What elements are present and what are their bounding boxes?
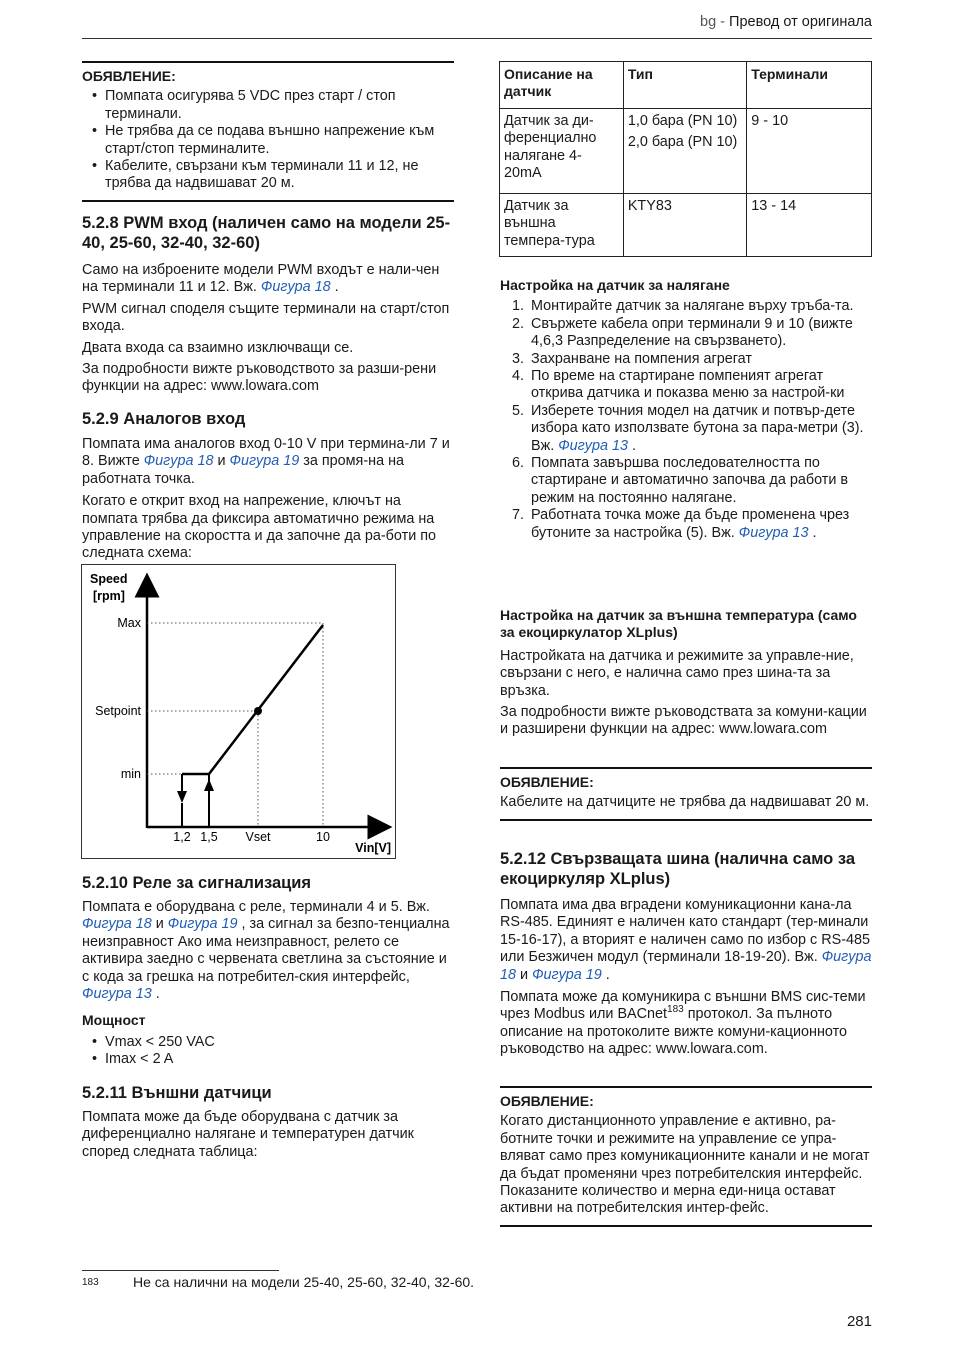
paragraph: Двата входа са взаимно изключващи се. [82,339,354,356]
table-cell: Датчик за външна темпера-тура [500,194,624,257]
x-axis-label: Vin[V] [355,841,391,855]
list-item: 5. Изберете точния модел на датчик и потвър-дете избора като използвате бутона за пара-метри (3). Вж. Фигура 13 . [512,402,864,454]
x-tick-vset: Vset [245,830,271,844]
table-row [500,109,872,194]
setpoint-marker [254,707,262,715]
paragraph: Помпата е оборудвана с реле, терминали 4 и 5. Вж. Фигура 18 и Фигура 19 , за сигнал за безпо-тенциална неизправност Ако има неизправност, релето се активира заедно с червената светлина за състояние и с кода за грешка на потребител-ския интерфейс, Фигура 13 . [82,899,450,1003]
list-item: 1. Монтирайте датчик за налягане върху тръба-та. [512,298,854,315]
notice-remote-control [500,1086,872,1227]
notice-title: ОБЯВЛЕНИЕ: [500,1093,594,1109]
column-header: Тип [623,62,746,109]
notice-text: Когато дистанционното управление е активно, ра-ботните точки и режимите на управление се упра-вляват само през комуникационните канали и не могат да бъдат променяни чрез потребителския интерфейс. Показаните количество и мерна еди-ница остават активни на потребителския интер-фейс. [500,1113,870,1217]
sensor-table-wrap [499,61,872,257]
footnote-text: Не са налични на модели 25-40, 25-60, 32-40, 32-60. [133,1274,475,1290]
pressure-sensor-setup [500,277,872,542]
notice-item: • Не трябва да се подава външно напрежение към старт/стоп терминалите. [82,123,454,158]
speed-curve [182,625,323,774]
subsection-title: Настройка на датчик за налягане [500,277,730,293]
notice-sensor-cables [500,767,872,821]
section-body-5-2-10 [82,899,454,1069]
figure-link[interactable]: Фигура 18 [260,279,331,296]
figure-link[interactable]: Фигура 18 [82,916,152,933]
header-title: Превод от оригинала [729,14,872,30]
section-heading-5-2-8: 5.2.8 PWM вход (наличен само на модели 25-40, 25-60, 32-40, 32-60) [82,214,451,252]
table-cell: 13 - 14 [747,194,872,257]
list-item: 7. Работната точка може да бъде променена чрез бутоните за настройка (5). Вж. Фигура 13 . [512,507,850,541]
list-item: 3. Захранване на помпения агрегат [512,350,752,367]
notice-item: • Кабелите, свързани към терминали 11 и 12, не трябва да надвишават 20 м. [82,158,454,193]
table-cell: 1,0 бара (PN 10) 2,0 бара (PN 10) [623,109,746,194]
footnote-rule [82,1270,279,1271]
speed-vs-voltage-svg [82,565,395,858]
notice-list [82,88,454,192]
y-tick-max: Max [117,616,141,630]
paragraph: Помпата може да комуникира с външни BMS сис-теми чрез Modbus или BACnet$^{183}$ протокол. За пълното описание на протоколите вижте комуни-кационното ръководство на адрес: www.lowara.com. [500,989,866,1058]
paragraph: Само на изброените модели PWM входът е нали-чен на терминали 11 и 12. Вж. Фигура 18 . [82,262,440,296]
section-heading-5-2-9: 5.2.9 Аналогов вход [82,410,246,428]
arrow-down [177,791,187,803]
sensor-table [499,61,872,257]
section-body-5-2-8 [82,262,454,396]
arrow-up [204,779,214,791]
table-cell: 9 - 10 [747,109,872,194]
power-list [82,1034,454,1069]
analog-input-diagram [81,564,396,859]
footnote-number: 183 [82,1277,99,1288]
figure-link[interactable]: Фигура 13 [558,437,628,454]
column-header: Терминали [747,62,872,109]
y-axis-label-2: [rpm] [93,589,125,603]
section-heading-5-2-10: 5.2.10 Реле за сигнализация [82,874,312,892]
paragraph: Настройката на датчика и режимите за управле-ние, свързани с него, е налична само през шина-та за връзка. [500,647,854,699]
running-header [700,14,872,31]
steps-list [500,298,872,542]
table-header-row [500,62,872,109]
section-body-5-2-11: Помпата може да бъде оборудвана с датчик за диференциално налягане и температурен датчик според следната таблица: [82,1109,414,1160]
section-heading-5-2-11: 5.2.11 Външни датчици [82,1084,272,1102]
notice-item: • Помпата осигурява 5 VDC през старт / стоп терминали. [82,88,454,123]
paragraph: Когато е открит вход на напрежение, ключът на помпата трябва да фиксира автоматично режима на управление на скоростта и да започне да ра-боти по следната схема: [82,493,437,562]
x-tick-1-2: 1,2 [173,830,191,844]
figure-link[interactable]: Фигура 18 [500,949,872,983]
list-item: 6. Помпата завършва последователността по стартиране и автоматично започва да работи в режим на постоянно налягане. [512,455,849,506]
table-row [500,194,872,257]
notice-title: ОБЯВЛЕНИЕ: [82,68,176,84]
y-tick-min: min [120,767,141,781]
power-title: Мощност [82,1012,146,1029]
figure-link[interactable]: Фигура 13 [738,524,809,541]
figure-link[interactable]: Фигура 13 [82,986,152,1003]
table-cell: Датчик за ди-ференциално налягане 4-20mA [500,109,624,194]
temp-sensor-setup [500,607,872,739]
list-item: 2. Свържете кабела опри терминали 9 и 10 (вижте 4,6,3 Разпределение на свързването). [512,315,853,350]
header-rule [82,38,872,39]
column-header: Описание на датчик [500,62,624,109]
figure-link[interactable]: Фигура 19 [167,916,238,933]
paragraph: PWM сигнал споделя същите терминали на старт/стоп входа. [82,300,450,335]
paragraph: За подробности вижте ръководствата за комуни-кации и разширени функции на адрес: www.lowara.com [500,704,867,738]
header-separator: - [716,14,730,30]
page-number: 281 [846,1313,872,1330]
power-item: • Vmax < 250 VAC [82,1034,454,1051]
section-body-5-2-9 [82,436,454,563]
header-language: bg [700,14,717,30]
notice-power [82,61,454,202]
figure-link[interactable]: Фигура 18 [143,453,214,470]
subsection-title: Настройка на датчик за външна температура (само за екоциркулатор XLplus) [500,607,857,641]
figure-link[interactable]: Фигура 19 [229,453,300,470]
section-body-5-2-12 [500,897,872,1059]
paragraph: За подробности вижте ръководството за разши-рени функции на адрес: www.lowara.com [82,361,437,395]
table-cell: KTY83 [623,194,746,257]
x-tick-10: 10 [316,830,330,844]
list-item: 4. По време на стартиране помпеният агрегат открива датчика и показва меню за настрой-ки [512,368,845,402]
footnote-ref[interactable]: 183 [667,1004,684,1016]
section-heading-5-2-12: 5.2.12 Свързващата шина (налична само за екоциркуляр XLplus) [500,850,855,888]
x-tick-1-5: 1,5 [200,830,218,844]
power-item: • Imax < 2 A [82,1051,454,1068]
y-tick-setpoint: Setpoint [95,704,141,718]
notice-title: ОБЯВЛЕНИЕ: [500,774,594,790]
y-axis-label-1: Speed [90,572,128,586]
figure-link[interactable]: Фигура 19 [532,966,602,983]
notice-text: Кабелите на датчиците не трябва да надвишават 20 м. [500,794,870,811]
paragraph: Помпата има аналогов вход 0-10 V при термина-ли 7 и 8. Вижте Фигура 18 и Фигура 19 за промя-на на работната точка. [82,436,450,487]
paragraph: Помпата има два вградени комуникационни кана-ла RS-485. Единият е наличен като стандарт (тер-минали 15-16-17), а вторият е наличен само по избор с RS-485 или Безжичен модул (терминали 18-19-20). Вж. Фигура 18 и Фигура 19 . [500,897,872,983]
